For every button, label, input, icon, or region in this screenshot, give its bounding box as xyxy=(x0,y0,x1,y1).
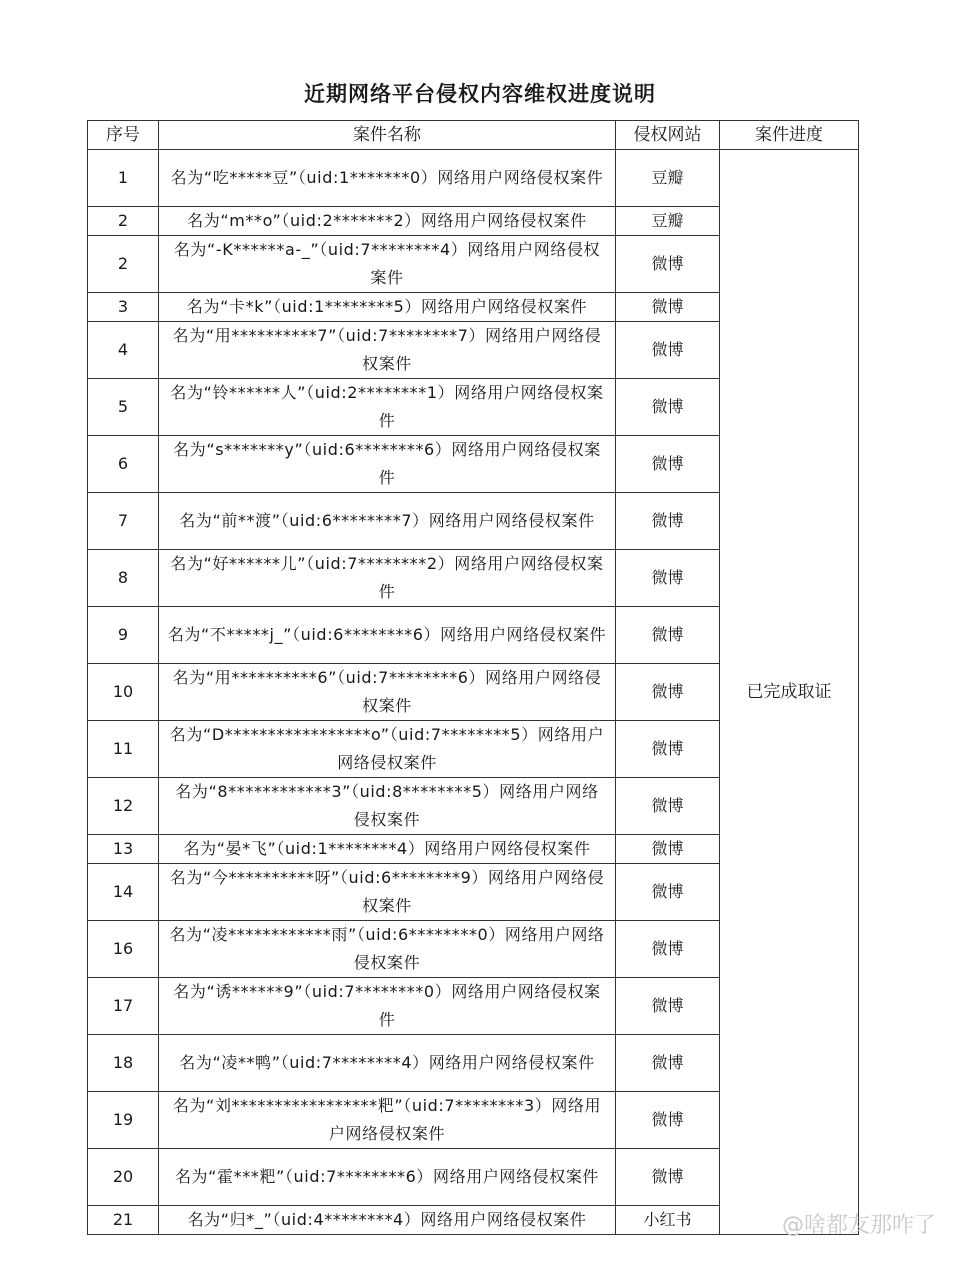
table-row xyxy=(88,150,859,207)
case-name: 名为“m**o”（uid:2*******2）网络用户网络侵权案件 xyxy=(159,207,616,236)
case-table-body xyxy=(88,150,859,1235)
infringing-site: 微博 xyxy=(616,921,720,978)
case-name: 名为“刘*****************粑”（uid:7********3）网络用户网络侵权案件 xyxy=(159,1092,616,1149)
infringing-site: 微博 xyxy=(616,1092,720,1149)
header-progress: 案件进度 xyxy=(720,121,859,150)
case-progress: 已完成取证 xyxy=(720,150,859,1235)
row-number: 8 xyxy=(88,550,159,607)
row-number: 4 xyxy=(88,322,159,379)
infringing-site: 微博 xyxy=(616,322,720,379)
case-name: 名为“凌**鸭”（uid:7********4）网络用户网络侵权案件 xyxy=(159,1035,616,1092)
row-number: 16 xyxy=(88,921,159,978)
watermark: @啥都友那咋了 xyxy=(782,1213,937,1238)
row-number: 21 xyxy=(88,1206,159,1235)
case-name: 名为“不*****j_”（uid:6********6）网络用户网络侵权案件 xyxy=(159,607,616,664)
row-number: 18 xyxy=(88,1035,159,1092)
row-number: 20 xyxy=(88,1149,159,1206)
row-number: 17 xyxy=(88,978,159,1035)
case-name: 名为“s*******y”（uid:6********6）网络用户网络侵权案件 xyxy=(159,436,616,493)
row-number: 14 xyxy=(88,864,159,921)
case-name: 名为“铃******人”（uid:2********1）网络用户网络侵权案件 xyxy=(159,379,616,436)
infringing-site: 微博 xyxy=(616,493,720,550)
infringing-site: 微博 xyxy=(616,778,720,835)
header-name: 案件名称 xyxy=(159,121,616,150)
row-number: 13 xyxy=(88,835,159,864)
infringing-site: 微博 xyxy=(616,436,720,493)
row-number: 2 xyxy=(88,207,159,236)
row-number: 5 xyxy=(88,379,159,436)
case-name: 名为“8************3”（uid:8********5）网络用户网络侵权案件 xyxy=(159,778,616,835)
infringing-site: 微博 xyxy=(616,550,720,607)
header-no: 序号 xyxy=(88,121,159,150)
infringing-site: 微博 xyxy=(616,835,720,864)
infringing-site: 微博 xyxy=(616,721,720,778)
header-site: 侵权网站 xyxy=(616,121,720,150)
case-name: 名为“今**********呀”（uid:6********9）网络用户网络侵权案件 xyxy=(159,864,616,921)
case-name: 名为“诱******9”（uid:7********0）网络用户网络侵权案件 xyxy=(159,978,616,1035)
infringing-site: 微博 xyxy=(616,1149,720,1206)
infringing-site: 微博 xyxy=(616,664,720,721)
case-name: 名为“用**********7”（uid:7********7）网络用户网络侵权案件 xyxy=(159,322,616,379)
infringing-site: 微博 xyxy=(616,607,720,664)
case-name: 名为“霍***粑”（uid:7********6）网络用户网络侵权案件 xyxy=(159,1149,616,1206)
infringing-site: 微博 xyxy=(616,379,720,436)
case-name: 名为“凌************雨”（uid:6********0）网络用户网络侵权案件 xyxy=(159,921,616,978)
case-name: 名为“好******儿”（uid:7********2）网络用户网络侵权案件 xyxy=(159,550,616,607)
case-name: 名为“吃*****豆”（uid:1*******0）网络用户网络侵权案件 xyxy=(159,150,616,207)
infringing-site: 微博 xyxy=(616,1035,720,1092)
row-number: 11 xyxy=(88,721,159,778)
row-number: 1 xyxy=(88,150,159,207)
case-name: 名为“D*****************o”（uid:7********5）网络用户网络侵权案件 xyxy=(159,721,616,778)
case-table xyxy=(87,120,859,1235)
table-header-row xyxy=(88,121,859,150)
row-number: 10 xyxy=(88,664,159,721)
case-name: 名为“-K******a-_”（uid:7********4）网络用户网络侵权案件 xyxy=(159,236,616,293)
row-number: 6 xyxy=(88,436,159,493)
infringing-site: 豆瓣 xyxy=(616,150,720,207)
infringing-site: 豆瓣 xyxy=(616,207,720,236)
infringing-site: 微博 xyxy=(616,978,720,1035)
document-title: 近期网络平台侵权内容维权进度说明 xyxy=(304,82,656,106)
infringing-site: 微博 xyxy=(616,293,720,322)
infringing-site: 微博 xyxy=(616,864,720,921)
row-number: 9 xyxy=(88,607,159,664)
case-name: 名为“晏*飞”（uid:1********4）网络用户网络侵权案件 xyxy=(159,835,616,864)
case-name: 名为“用**********6”（uid:7********6）网络用户网络侵权案件 xyxy=(159,664,616,721)
case-name: 名为“卡*k”（uid:1********5）网络用户网络侵权案件 xyxy=(159,293,616,322)
row-number: 7 xyxy=(88,493,159,550)
case-name: 名为“归*_”（uid:4********4）网络用户网络侵权案件 xyxy=(159,1206,616,1235)
row-number: 3 xyxy=(88,293,159,322)
case-name: 名为“前**渡”（uid:6********7）网络用户网络侵权案件 xyxy=(159,493,616,550)
row-number: 19 xyxy=(88,1092,159,1149)
infringing-site: 微博 xyxy=(616,236,720,293)
row-number: 2 xyxy=(88,236,159,293)
infringing-site: 小红书 xyxy=(616,1206,720,1235)
row-number: 12 xyxy=(88,778,159,835)
